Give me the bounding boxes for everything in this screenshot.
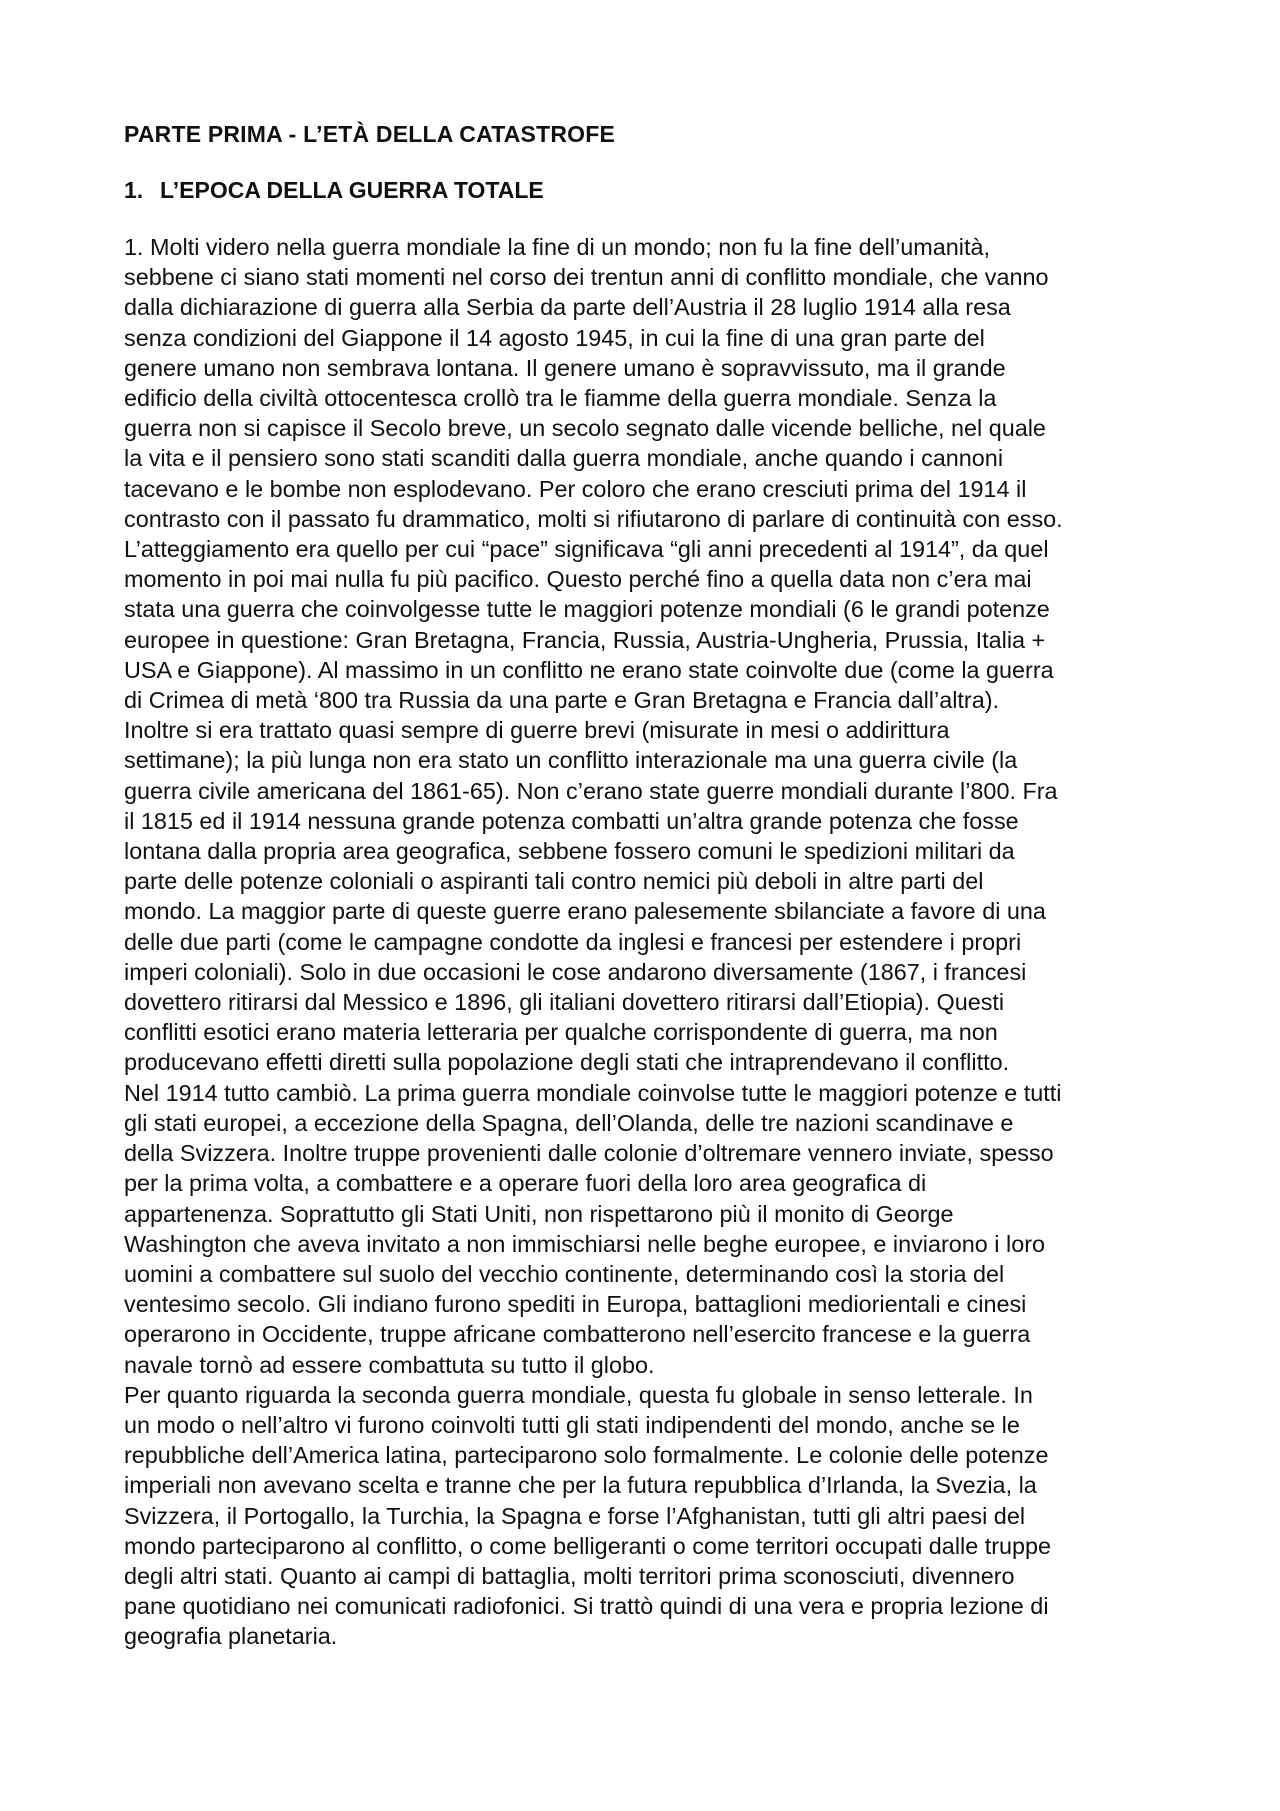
text-line: Per quanto riguarda la seconda guerra mondiale, questa fu globale in senso letterale. In <box>124 1381 1033 1408</box>
text-line: momento in poi mai nulla fu più pacifico. Questo perché fino a quella data non c’era mai <box>124 566 1032 593</box>
text-line: genere umano non sembrava lontana. Il genere umano è sopravvissuto, ma il grande <box>124 354 1006 381</box>
text-line: appartenenza. Soprattutto gli Stati Uniti, non rispettarono più il monito di George <box>124 1200 954 1227</box>
text-line: Inoltre si era trattato quasi sempre di guerre brevi (misurate in mesi o addirittura <box>124 717 950 744</box>
text-line: di Crimea di metà ‘800 tra Russia da una parte e Gran Bretagna e Francia dall’altra). <box>124 687 999 714</box>
text-line: tacevano e le bombe non esplodevano. Per coloro che erano cresciuti prima del 1914 il <box>124 475 1027 502</box>
text-line: delle due parti (come le campagne condotte da inglesi e francesi per estendere i propri <box>124 928 1022 955</box>
text-line: pane quotidiano nei comunicati radiofonici. Si trattò quindi di una vera e propria lezione di <box>124 1593 1049 1620</box>
text-line: lontana dalla propria area geografica, sebbene fossero comuni le spedizioni militari da <box>124 838 1015 865</box>
text-line: settimane); la più lunga non era stato un conflitto interazionale ma una guerra civile (la <box>124 747 1018 774</box>
text-line: stata una guerra che coinvolgesse tutte le maggiori potenze mondiali (6 le grandi potenze <box>124 596 1050 623</box>
text-line: mondo. La maggior parte di queste guerre erano palesemente sbilanciate a favore di una <box>124 898 1046 925</box>
text-line: Washington che aveva invitato a non immischiarsi nelle beghe europee, e inviarono i loro <box>124 1230 1045 1257</box>
text-line: L’atteggiamento era quello per cui “pace” significava “gli anni precedenti al 1914”, da quel <box>124 536 1049 563</box>
chapter-number: 1. <box>124 177 144 203</box>
text-line: USA e Giappone). Al massimo in un conflitto ne erano state coinvolte due (come la guerra <box>124 656 1054 683</box>
text-line: geografia planetaria. <box>124 1623 338 1650</box>
text-line: guerra non si capisce il Secolo breve, un secolo segnato dalle vicende belliche, nel quale <box>124 415 1046 442</box>
text-line: Nel 1914 tutto cambiò. La prima guerra mondiale coinvolse tutte le maggiori potenze e tutti <box>124 1079 1062 1106</box>
text-line: edificio della civiltà ottocentesca crollò tra le fiamme della guerra mondiale. Senza la <box>124 385 997 412</box>
chapter-title: L’EPOCA DELLA GUERRA TOTALE <box>160 177 544 203</box>
text-line: ventesimo secolo. Gli indiano furono spediti in Europa, battaglioni mediorientali e cinesi <box>124 1291 1027 1318</box>
part-title: PARTE PRIMA - L’ETÀ DELLA CATASTROFE <box>124 121 616 147</box>
text-line: operarono in Occidente, truppe africane combatterono nell’esercito francese e la guerra <box>124 1321 1031 1348</box>
text-line: conflitti esotici erano materia letteraria per qualche corrispondente di guerra, ma non <box>124 1019 998 1046</box>
text-line: un modo o nell’altro vi furono coinvolti tutti gli stati indipendenti del mondo, anche se le <box>124 1411 1020 1438</box>
body-text <box>124 232 1174 1652</box>
text-line: 1. Molti videro nella guerra mondiale la fine di un mondo; non fu la fine dell’umanità, <box>124 234 990 260</box>
text-line: degli altri stati. Quanto ai campi di battaglia, molti territori prima sconosciuti, divennero <box>124 1562 1015 1589</box>
text-line: imperi coloniali). Solo in due occasioni le cose andarono diversamente (1867, i francesi <box>124 958 1027 985</box>
text-line: dalla dichiarazione di guerra alla Serbia da parte dell’Austria il 28 luglio 1914 alla resa <box>124 294 1011 321</box>
text-line: producevano effetti diretti sulla popolazione degli stati che intraprendevano il conflitto. <box>124 1049 1010 1076</box>
text-line: gli stati europei, a eccezione della Spagna, dell’Olanda, delle tre nazioni scandinave e <box>124 1109 1014 1136</box>
text-line: dovettero ritirarsi dal Messico e 1896, gli italiani dovettero ritirarsi dall’Etiopia). Questi <box>124 989 1005 1016</box>
document-body <box>124 118 1174 1652</box>
text-line: della Svizzera. Inoltre truppe provenienti dalle colonie d’oltremare vennero inviate, spesso <box>124 1140 1054 1167</box>
text-line: sebbene ci siano stati momenti nel corso dei trentun anni di conflitto mondiale, che vanno <box>124 264 1049 291</box>
text-line: la vita e il pensiero sono stati scanditi dalla guerra mondiale, anche quando i cannoni <box>124 445 1004 472</box>
text-line: per la prima volta, a combattere e a operare fuori della loro area geografica di <box>124 1170 927 1197</box>
text-line: uomini a combattere sul suolo del vecchio continente, determinando così la storia del <box>124 1260 1005 1287</box>
text-line: contrasto con il passato fu drammatico, molti si rifiutarono di parlare di continuità con esso. <box>124 505 1063 532</box>
text-line: imperiali non avevano scelta e tranne che per la futura repubblica d’Irlanda, la Svezia, la <box>124 1472 1037 1499</box>
text-line: mondo parteciparono al conflitto, o come belligeranti o come territori occupati dalle truppe <box>124 1532 1052 1559</box>
chapter-heading <box>124 174 1174 206</box>
text-line: senza condizioni del Giappone il 14 agosto 1945, in cui la fine di una gran parte del <box>124 324 985 351</box>
text-line: il 1815 ed il 1914 nessuna grande potenza combatti un’altra grande potenza che fosse <box>124 807 1019 834</box>
text-line: parte delle potenze coloniali o aspiranti tali contro nemici più deboli in altre parti del <box>124 868 984 895</box>
text-line: repubbliche dell’America latina, parteciparono solo formalmente. Le colonie delle potenze <box>124 1442 1049 1469</box>
text-line: europee in questione: Gran Bretagna, Francia, Russia, Austria-Ungheria, Prussia, Italia + <box>124 626 1046 653</box>
text-line: Svizzera, il Portogallo, la Turchia, la Spagna e forse l’Afghanistan, tutti gli altri paesi del <box>124 1502 1026 1529</box>
text-line: navale tornò ad essere combattuta su tutto il globo. <box>124 1351 655 1378</box>
text-line: guerra civile americana del 1861-65). Non c’erano state guerre mondiali durante l’800. Fra <box>124 777 1058 804</box>
